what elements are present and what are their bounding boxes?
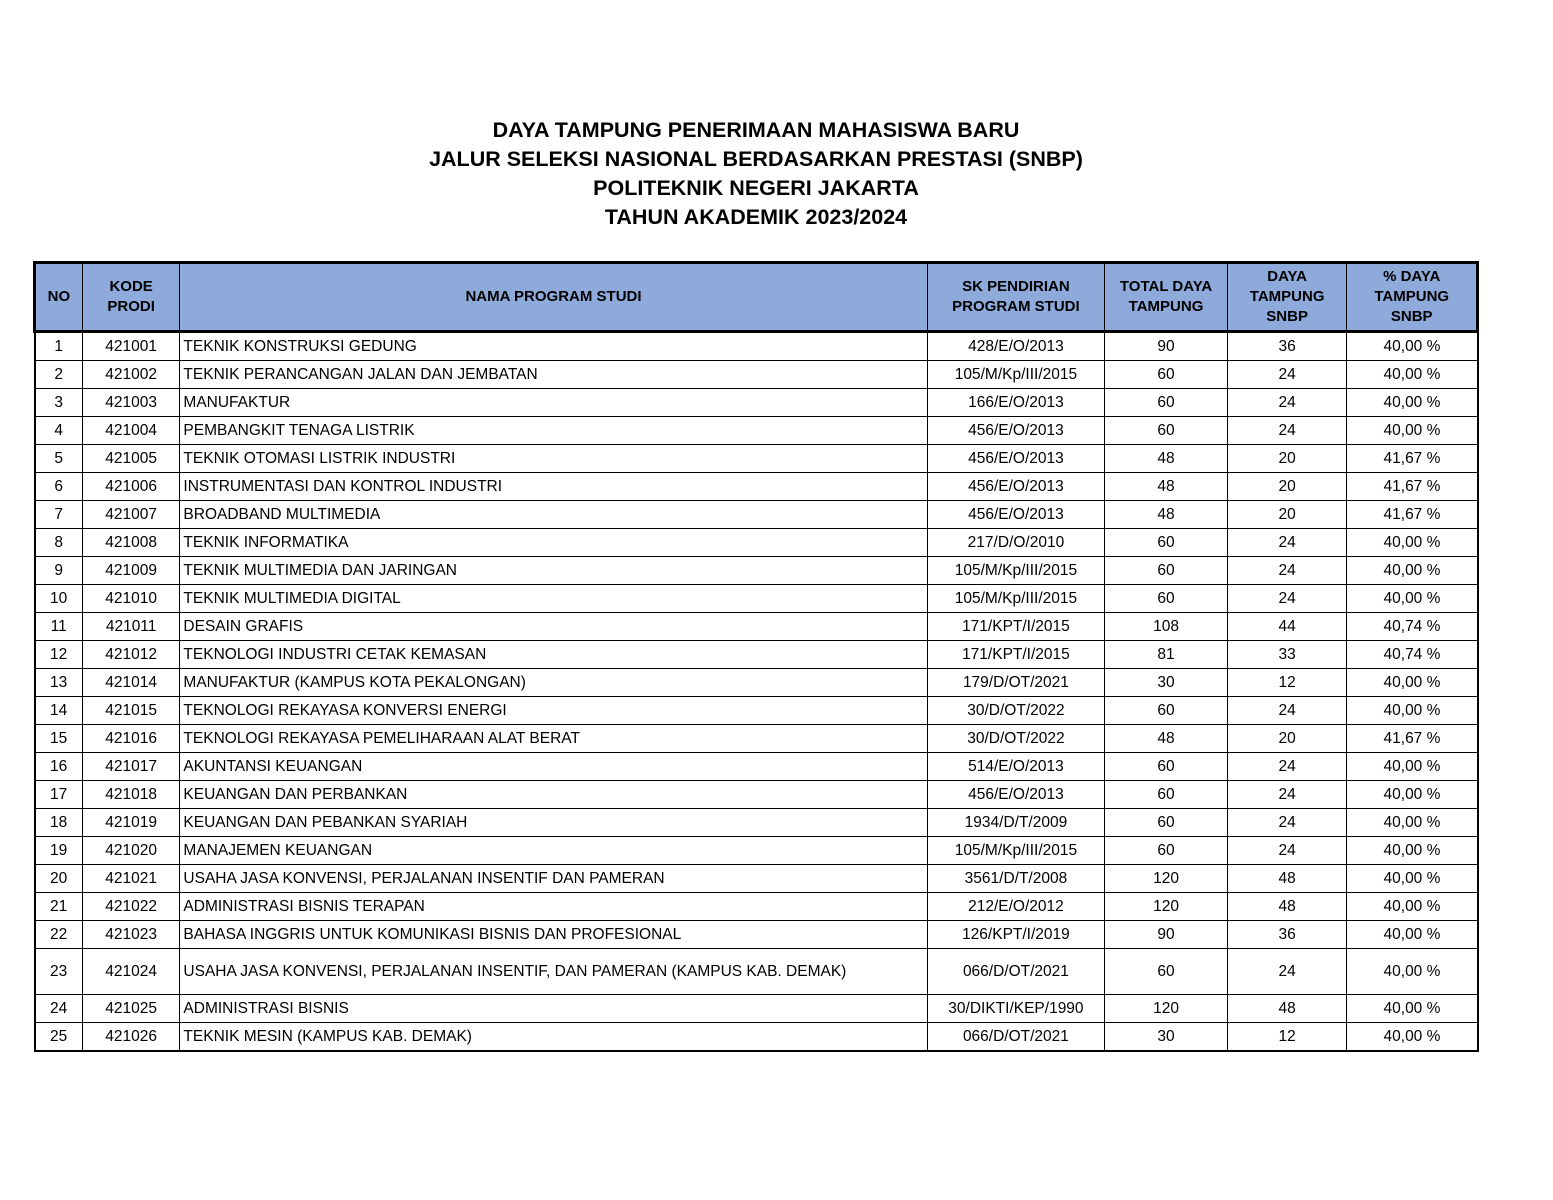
cell-nama-program-studi: KEUANGAN DAN PERBANKAN [180,781,927,809]
cell-no: 9 [35,557,83,585]
cell-total-daya-tampung: 48 [1105,725,1228,753]
cell-sk-pendirian: 171/KPT/I/2015 [927,613,1105,641]
cell-sk-pendirian: 428/E/O/2013 [927,332,1105,361]
cell-daya-tampung-snbp: 24 [1227,753,1347,781]
cell-total-daya-tampung: 60 [1105,781,1228,809]
cell-nama-program-studi: ADMINISTRASI BISNIS [180,995,927,1023]
cell-total-daya-tampung: 81 [1105,641,1228,669]
cell-no: 7 [35,501,83,529]
cell-total-daya-tampung: 60 [1105,809,1228,837]
cell-persen-daya-tampung-snbp: 40,00 % [1347,697,1478,725]
cell-kode-prodi: 421017 [82,753,180,781]
cell-nama-program-studi: TEKNOLOGI INDUSTRI CETAK KEMASAN [180,641,927,669]
cell-persen-daya-tampung-snbp: 40,00 % [1347,585,1478,613]
cell-kode-prodi: 421007 [82,501,180,529]
table-row [35,332,1478,361]
cell-daya-tampung-snbp: 48 [1227,865,1347,893]
cell-kode-prodi: 421019 [82,809,180,837]
cell-persen-daya-tampung-snbp: 41,67 % [1347,501,1478,529]
cell-daya-tampung-snbp: 24 [1227,949,1347,995]
cell-total-daya-tampung: 90 [1105,921,1228,949]
cell-kode-prodi: 421025 [82,995,180,1023]
cell-sk-pendirian: 456/E/O/2013 [927,417,1105,445]
cell-no: 17 [35,781,83,809]
cell-kode-prodi: 421024 [82,949,180,995]
cell-persen-daya-tampung-snbp: 40,00 % [1347,361,1478,389]
cell-total-daya-tampung: 60 [1105,557,1228,585]
capacity-table [33,261,1479,1052]
cell-kode-prodi: 421016 [82,725,180,753]
cell-persen-daya-tampung-snbp: 40,74 % [1347,641,1478,669]
cell-persen-daya-tampung-snbp: 40,00 % [1347,1023,1478,1052]
cell-persen-daya-tampung-snbp: 40,00 % [1347,837,1478,865]
cell-sk-pendirian: 1934/D/T/2009 [927,809,1105,837]
cell-kode-prodi: 421011 [82,613,180,641]
cell-sk-pendirian: 179/D/OT/2021 [927,669,1105,697]
table-row [35,389,1478,417]
cell-daya-tampung-snbp: 20 [1227,725,1347,753]
cell-persen-daya-tampung-snbp: 40,00 % [1347,753,1478,781]
cell-daya-tampung-snbp: 44 [1227,613,1347,641]
cell-sk-pendirian: 217/D/O/2010 [927,529,1105,557]
cell-persen-daya-tampung-snbp: 41,67 % [1347,725,1478,753]
cell-persen-daya-tampung-snbp: 40,00 % [1347,949,1478,995]
cell-sk-pendirian: 105/M/Kp/III/2015 [927,557,1105,585]
cell-persen-daya-tampung-snbp: 40,00 % [1347,809,1478,837]
cell-no: 24 [35,995,83,1023]
cell-kode-prodi: 421015 [82,697,180,725]
cell-daya-tampung-snbp: 24 [1227,697,1347,725]
cell-sk-pendirian: 166/E/O/2013 [927,389,1105,417]
document-title [0,116,1512,232]
cell-no: 23 [35,949,83,995]
cell-sk-pendirian: 456/E/O/2013 [927,501,1105,529]
cell-nama-program-studi: USAHA JASA KONVENSI, PERJALANAN INSENTIF, DAN PAMERAN (KAMPUS KAB. DEMAK) [180,949,927,995]
cell-nama-program-studi: BROADBAND MULTIMEDIA [180,501,927,529]
cell-nama-program-studi: INSTRUMENTASI DAN KONTROL INDUSTRI [180,473,927,501]
cell-persen-daya-tampung-snbp: 41,67 % [1347,445,1478,473]
cell-sk-pendirian: 30/D/OT/2022 [927,725,1105,753]
cell-sk-pendirian: 126/KPT/I/2019 [927,921,1105,949]
title-line-2: JALUR SELEKSI NASIONAL BERDASARKAN PRESTASI (SNBP) [429,147,1083,171]
cell-sk-pendirian: 30/DIKTI/KEP/1990 [927,995,1105,1023]
cell-sk-pendirian: 171/KPT/I/2015 [927,641,1105,669]
cell-nama-program-studi: PEMBANGKIT TENAGA LISTRIK [180,417,927,445]
cell-daya-tampung-snbp: 20 [1227,445,1347,473]
cell-total-daya-tampung: 120 [1105,995,1228,1023]
cell-daya-tampung-snbp: 24 [1227,557,1347,585]
cell-nama-program-studi: USAHA JASA KONVENSI, PERJALANAN INSENTIF DAN PAMERAN [180,865,927,893]
cell-total-daya-tampung: 60 [1105,697,1228,725]
cell-nama-program-studi: TEKNIK MULTIMEDIA DAN JARINGAN [180,557,927,585]
title-line-3: POLITEKNIK NEGERI JAKARTA [593,176,919,200]
cell-no: 8 [35,529,83,557]
cell-no: 21 [35,893,83,921]
cell-nama-program-studi: AKUNTANSI KEUANGAN [180,753,927,781]
cell-total-daya-tampung: 60 [1105,389,1228,417]
cell-kode-prodi: 421005 [82,445,180,473]
cell-persen-daya-tampung-snbp: 40,00 % [1347,529,1478,557]
cell-kode-prodi: 421009 [82,557,180,585]
cell-persen-daya-tampung-snbp: 40,00 % [1347,417,1478,445]
table-row [35,445,1478,473]
cell-nama-program-studi: TEKNIK PERANCANGAN JALAN DAN JEMBATAN [180,361,927,389]
cell-persen-daya-tampung-snbp: 40,00 % [1347,669,1478,697]
cell-total-daya-tampung: 60 [1105,529,1228,557]
cell-no: 2 [35,361,83,389]
cell-total-daya-tampung: 120 [1105,865,1228,893]
header-no: NO [35,263,83,332]
cell-sk-pendirian: 514/E/O/2013 [927,753,1105,781]
cell-sk-pendirian: 066/D/OT/2021 [927,1023,1105,1052]
cell-no: 1 [35,332,83,361]
cell-kode-prodi: 421001 [82,332,180,361]
cell-total-daya-tampung: 30 [1105,1023,1228,1052]
cell-no: 22 [35,921,83,949]
table-row [35,529,1478,557]
cell-daya-tampung-snbp: 20 [1227,473,1347,501]
cell-no: 6 [35,473,83,501]
table-header [35,263,1478,332]
table-row [35,641,1478,669]
cell-daya-tampung-snbp: 48 [1227,893,1347,921]
cell-persen-daya-tampung-snbp: 40,74 % [1347,613,1478,641]
cell-daya-tampung-snbp: 24 [1227,809,1347,837]
cell-no: 20 [35,865,83,893]
title-line-4: TAHUN AKADEMIK 2023/2024 [604,205,908,229]
table-row [35,995,1478,1023]
cell-daya-tampung-snbp: 24 [1227,389,1347,417]
cell-sk-pendirian: 3561/D/T/2008 [927,865,1105,893]
table-row [35,669,1478,697]
table-row [35,557,1478,585]
cell-sk-pendirian: 105/M/Kp/III/2015 [927,837,1105,865]
cell-no: 4 [35,417,83,445]
table-row [35,417,1478,445]
table-row [35,1023,1478,1052]
cell-total-daya-tampung: 60 [1105,753,1228,781]
cell-nama-program-studi: TEKNIK INFORMATIKA [180,529,927,557]
title-line-1: DAYA TAMPUNG PENERIMAAN MAHASISWA BARU [492,118,1020,142]
cell-daya-tampung-snbp: 24 [1227,417,1347,445]
cell-sk-pendirian: 105/M/Kp/III/2015 [927,585,1105,613]
cell-kode-prodi: 421008 [82,529,180,557]
cell-kode-prodi: 421012 [82,641,180,669]
cell-nama-program-studi: MANUFAKTUR [180,389,927,417]
cell-daya-tampung-snbp: 33 [1227,641,1347,669]
cell-total-daya-tampung: 108 [1105,613,1228,641]
cell-daya-tampung-snbp: 12 [1227,669,1347,697]
table-row [35,781,1478,809]
header-persen-daya-tampung-snbp: % DAYA TAMPUNG SNBP [1347,263,1478,332]
cell-total-daya-tampung: 48 [1105,501,1228,529]
cell-no: 12 [35,641,83,669]
header-sk-pendirian: SK PENDIRIAN PROGRAM STUDI [927,263,1105,332]
cell-no: 14 [35,697,83,725]
cell-persen-daya-tampung-snbp: 40,00 % [1347,781,1478,809]
cell-no: 25 [35,1023,83,1052]
cell-daya-tampung-snbp: 36 [1227,332,1347,361]
cell-no: 10 [35,585,83,613]
header-daya-tampung-snbp: DAYA TAMPUNG SNBP [1227,263,1347,332]
table-row [35,697,1478,725]
table-row [35,921,1478,949]
cell-persen-daya-tampung-snbp: 40,00 % [1347,332,1478,361]
cell-kode-prodi: 421026 [82,1023,180,1052]
cell-no: 11 [35,613,83,641]
cell-daya-tampung-snbp: 12 [1227,1023,1347,1052]
cell-sk-pendirian: 066/D/OT/2021 [927,949,1105,995]
cell-kode-prodi: 421023 [82,921,180,949]
cell-nama-program-studi: KEUANGAN DAN PEBANKAN SYARIAH [180,809,927,837]
cell-no: 19 [35,837,83,865]
cell-sk-pendirian: 456/E/O/2013 [927,445,1105,473]
cell-kode-prodi: 421014 [82,669,180,697]
table-row [35,361,1478,389]
cell-kode-prodi: 421018 [82,781,180,809]
cell-persen-daya-tampung-snbp: 41,67 % [1347,473,1478,501]
cell-nama-program-studi: MANAJEMEN KEUANGAN [180,837,927,865]
cell-no: 18 [35,809,83,837]
cell-sk-pendirian: 212/E/O/2012 [927,893,1105,921]
table-row [35,837,1478,865]
table-row [35,893,1478,921]
table-row [35,725,1478,753]
cell-kode-prodi: 421006 [82,473,180,501]
cell-kode-prodi: 421021 [82,865,180,893]
cell-no: 16 [35,753,83,781]
cell-persen-daya-tampung-snbp: 40,00 % [1347,921,1478,949]
cell-total-daya-tampung: 48 [1105,445,1228,473]
cell-sk-pendirian: 456/E/O/2013 [927,781,1105,809]
cell-nama-program-studi: TEKNIK OTOMASI LISTRIK INDUSTRI [180,445,927,473]
cell-total-daya-tampung: 60 [1105,949,1228,995]
cell-no: 3 [35,389,83,417]
cell-nama-program-studi: BAHASA INGGRIS UNTUK KOMUNIKASI BISNIS DAN PROFESIONAL [180,921,927,949]
header-total-daya-tampung: TOTAL DAYA TAMPUNG [1105,263,1228,332]
cell-total-daya-tampung: 60 [1105,837,1228,865]
cell-total-daya-tampung: 60 [1105,417,1228,445]
table-row [35,949,1478,995]
table-row [35,473,1478,501]
cell-daya-tampung-snbp: 36 [1227,921,1347,949]
cell-kode-prodi: 421010 [82,585,180,613]
table-body [35,332,1478,1052]
cell-persen-daya-tampung-snbp: 40,00 % [1347,995,1478,1023]
cell-total-daya-tampung: 60 [1105,585,1228,613]
cell-daya-tampung-snbp: 24 [1227,837,1347,865]
table-row [35,865,1478,893]
cell-daya-tampung-snbp: 20 [1227,501,1347,529]
cell-nama-program-studi: TEKNIK MESIN (KAMPUS KAB. DEMAK) [180,1023,927,1052]
header-nama-program-studi: NAMA PROGRAM STUDI [180,263,927,332]
cell-total-daya-tampung: 30 [1105,669,1228,697]
cell-total-daya-tampung: 48 [1105,473,1228,501]
cell-nama-program-studi: TEKNOLOGI REKAYASA PEMELIHARAAN ALAT BERAT [180,725,927,753]
cell-sk-pendirian: 30/D/OT/2022 [927,697,1105,725]
cell-daya-tampung-snbp: 24 [1227,529,1347,557]
cell-nama-program-studi: DESAIN GRAFIS [180,613,927,641]
cell-kode-prodi: 421022 [82,893,180,921]
cell-daya-tampung-snbp: 24 [1227,781,1347,809]
cell-nama-program-studi: TEKNOLOGI REKAYASA KONVERSI ENERGI [180,697,927,725]
table-row [35,501,1478,529]
cell-nama-program-studi: TEKNIK MULTIMEDIA DIGITAL [180,585,927,613]
cell-no: 15 [35,725,83,753]
cell-nama-program-studi: MANUFAKTUR (KAMPUS KOTA PEKALONGAN) [180,669,927,697]
cell-sk-pendirian: 105/M/Kp/III/2015 [927,361,1105,389]
cell-kode-prodi: 421002 [82,361,180,389]
header-kode-prodi: KODE PRODI [82,263,180,332]
table-row [35,613,1478,641]
table-row [35,753,1478,781]
cell-daya-tampung-snbp: 48 [1227,995,1347,1023]
cell-persen-daya-tampung-snbp: 40,00 % [1347,389,1478,417]
cell-nama-program-studi: ADMINISTRASI BISNIS TERAPAN [180,893,927,921]
cell-persen-daya-tampung-snbp: 40,00 % [1347,893,1478,921]
cell-persen-daya-tampung-snbp: 40,00 % [1347,865,1478,893]
cell-total-daya-tampung: 90 [1105,332,1228,361]
cell-sk-pendirian: 456/E/O/2013 [927,473,1105,501]
cell-persen-daya-tampung-snbp: 40,00 % [1347,557,1478,585]
header-row [35,263,1478,332]
table-row [35,809,1478,837]
table-row [35,585,1478,613]
cell-total-daya-tampung: 60 [1105,361,1228,389]
cell-total-daya-tampung: 120 [1105,893,1228,921]
cell-kode-prodi: 421020 [82,837,180,865]
cell-no: 5 [35,445,83,473]
cell-kode-prodi: 421004 [82,417,180,445]
cell-kode-prodi: 421003 [82,389,180,417]
cell-no: 13 [35,669,83,697]
cell-daya-tampung-snbp: 24 [1227,361,1347,389]
cell-daya-tampung-snbp: 24 [1227,585,1347,613]
cell-nama-program-studi: TEKNIK KONSTRUKSI GEDUNG [180,332,927,361]
